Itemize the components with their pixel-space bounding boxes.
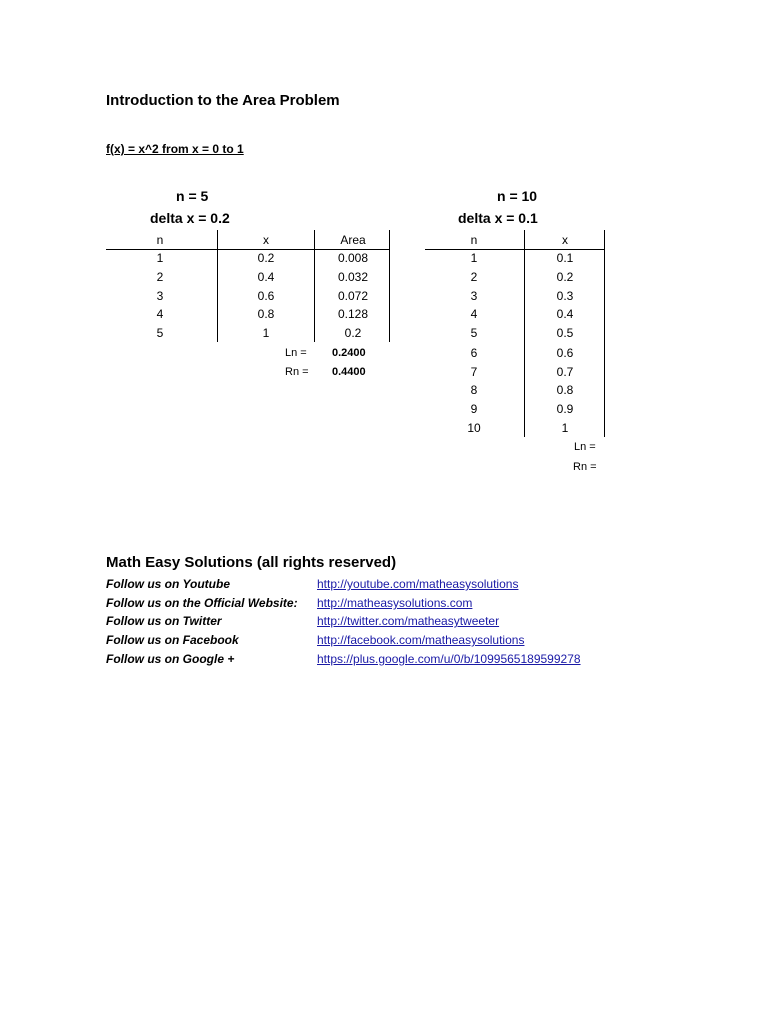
n10-row-9-n: 9	[470, 402, 478, 416]
n5-row-3-x: 0.6	[257, 289, 275, 303]
n5-col-area: Area	[340, 233, 366, 247]
n5-divider-2	[314, 230, 315, 342]
n10-row-4-n: 4	[470, 307, 478, 321]
twitter-link[interactable]: http://twitter.com/matheasytweeter	[317, 614, 500, 628]
n5-row-4-x: 0.8	[257, 307, 275, 321]
n10-delta-heading: delta x = 0.1	[458, 210, 538, 226]
facebook-link[interactable]: http://facebook.com/matheasysolutions	[317, 633, 525, 647]
n10-row-10-n: 10	[467, 421, 481, 435]
n5-divider-3	[389, 230, 390, 342]
n5-row-1-x: 0.2	[257, 251, 275, 265]
n10-header-rule	[425, 249, 605, 250]
youtube-link[interactable]: http://youtube.com/matheasysolutions	[317, 577, 519, 591]
n5-row-2-area: 0.032	[337, 270, 369, 284]
google-plus-label: Follow us on Google +	[106, 652, 235, 666]
n5-col-x: x	[263, 233, 269, 247]
website-link[interactable]: http://matheasysolutions.com	[317, 596, 473, 610]
facebook-label: Follow us on Facebook	[106, 633, 239, 647]
n5-delta-heading: delta x = 0.2	[150, 210, 230, 226]
google-plus-link[interactable]: https://plus.google.com/u/0/b/1099565189599278	[317, 652, 581, 666]
n5-header-rule	[106, 249, 390, 250]
n5-ln-value: 0.2400	[332, 347, 366, 359]
n5-row-5-n: 5	[156, 326, 164, 340]
n10-row-3-x: 0.3	[556, 289, 574, 303]
footer-title: Math Easy Solutions (all rights reserved)	[106, 554, 397, 571]
n10-row-6-x: 0.6	[556, 346, 574, 360]
website-label: Follow us on the Official Website:	[106, 596, 298, 610]
n5-rn-label: Rn =	[285, 366, 309, 378]
n10-row-6-n: 6	[470, 346, 478, 360]
n5-row-3-area: 0.072	[337, 289, 369, 303]
n5-row-3-n: 3	[156, 289, 164, 303]
n10-row-1-x: 0.1	[556, 251, 574, 265]
n5-row-2-n: 2	[156, 270, 164, 284]
n10-row-2-x: 0.2	[556, 270, 574, 284]
n5-heading: n = 5	[176, 188, 209, 204]
n5-row-5-x: 1	[262, 326, 270, 340]
twitter-label: Follow us on Twitter	[106, 614, 222, 628]
n10-row-1-n: 1	[470, 251, 478, 265]
n5-row-4-area: 0.128	[337, 307, 369, 321]
n10-divider-1	[524, 230, 525, 437]
n10-col-x: x	[562, 233, 568, 247]
n10-row-10-x: 1	[561, 421, 569, 435]
n10-row-5-n: 5	[470, 326, 478, 340]
n5-row-2-x: 0.4	[257, 270, 275, 284]
n5-ln-label: Ln =	[285, 347, 307, 359]
function-subtitle: f(x) = x^2 from x = 0 to 1	[106, 142, 244, 156]
n10-ln-label: Ln =	[574, 441, 596, 453]
n10-col-n: n	[470, 233, 478, 247]
n10-row-8-x: 0.8	[556, 383, 574, 397]
n10-row-5-x: 0.5	[556, 326, 574, 340]
youtube-label: Follow us on Youtube	[106, 577, 230, 591]
page-title: Introduction to the Area Problem	[106, 92, 340, 109]
n10-row-4-x: 0.4	[556, 307, 574, 321]
n5-row-1-n: 1	[156, 251, 164, 265]
n10-row-7-x: 0.7	[556, 365, 574, 379]
n5-col-n: n	[156, 233, 164, 247]
n10-heading: n = 10	[497, 188, 538, 204]
n10-rn-label: Rn =	[573, 461, 597, 473]
n5-rn-value: 0.4400	[332, 366, 366, 378]
n10-row-7-n: 7	[470, 365, 478, 379]
n5-row-4-n: 4	[156, 307, 164, 321]
n10-row-9-x: 0.9	[556, 402, 574, 416]
n5-row-5-area: 0.2	[344, 326, 362, 340]
n10-row-2-n: 2	[470, 270, 478, 284]
n10-row-8-n: 8	[470, 383, 478, 397]
n10-divider-2	[604, 230, 605, 437]
n10-row-3-n: 3	[470, 289, 478, 303]
n5-divider-1	[217, 230, 218, 342]
n5-row-1-area: 0.008	[337, 251, 369, 265]
